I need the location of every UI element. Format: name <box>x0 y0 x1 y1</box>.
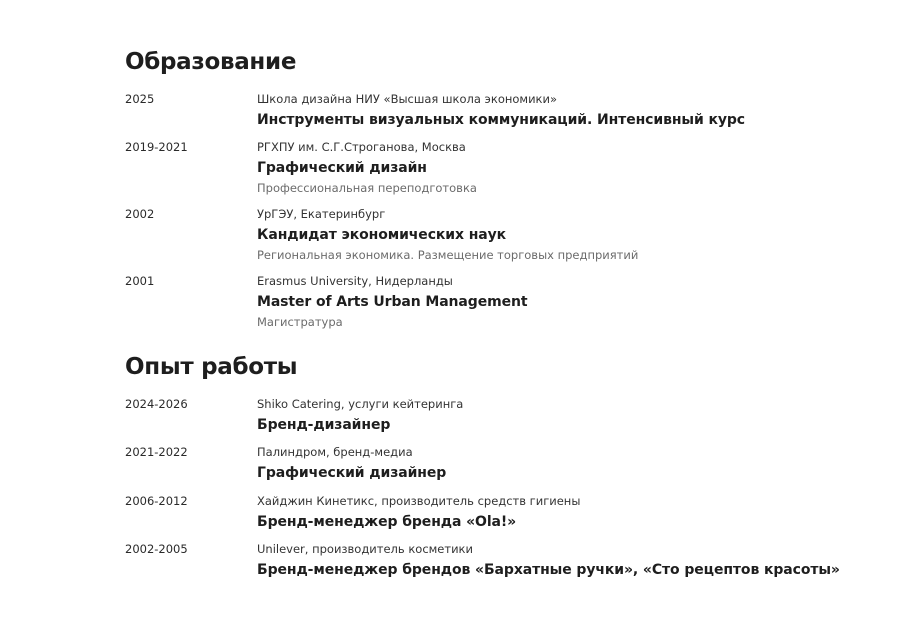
experience-position: Бренд-менеджер бренда «Ola!» <box>257 514 517 530</box>
education-title: Master of Arts Urban Management <box>257 294 528 310</box>
experience-years: 2006-2012 <box>125 494 188 508</box>
experience-company: Unilever, производитель косметики <box>257 542 473 556</box>
experience-position: Графический дизайнер <box>257 465 447 481</box>
experience-position: Бренд-дизайнер <box>257 417 391 433</box>
experience-details <box>257 541 867 580</box>
education-details <box>257 206 867 263</box>
experience-years: 2024-2026 <box>125 397 188 411</box>
education-title: Графический дизайн <box>257 160 427 176</box>
experience-details <box>257 396 867 435</box>
experience-heading: Опыт работы <box>125 354 298 380</box>
education-heading: Образование <box>125 49 297 75</box>
education-year: 2001 <box>125 274 155 288</box>
experience-details <box>257 493 867 532</box>
experience-company: Shiko Catering, услуги кейтеринга <box>257 397 464 411</box>
education-details <box>257 139 867 196</box>
experience-company: Хайджин Кинетикс, производитель средств гигиены <box>257 494 581 508</box>
education-institution: Erasmus University, Нидерланды <box>257 274 453 288</box>
experience-years: 2021-2022 <box>125 445 188 459</box>
education-note: Региональная экономика. Размещение торговых предприятий <box>257 248 639 262</box>
education-institution: УрГЭУ, Екатеринбург <box>257 207 386 221</box>
education-title: Инструменты визуальных коммуникаций. Интенсивный курс <box>257 112 745 128</box>
education-year: 2019-2021 <box>125 140 188 154</box>
education-title: Кандидат экономических наук <box>257 227 507 243</box>
experience-details <box>257 444 867 483</box>
education-details <box>257 273 867 330</box>
experience-years: 2002-2005 <box>125 542 188 556</box>
experience-company: Палиндром, бренд-медиа <box>257 445 413 459</box>
education-institution: РГХПУ им. С.Г.Строганова, Москва <box>257 140 466 154</box>
experience-position: Бренд-менеджер брендов «Бархатные ручки», «Сто рецептов красоты» <box>257 562 840 578</box>
education-note: Магистратура <box>257 315 343 329</box>
education-year: 2025 <box>125 92 155 106</box>
education-institution: Школа дизайна НИУ «Высшая школа экономики» <box>257 92 558 106</box>
education-year: 2002 <box>125 207 155 221</box>
education-note: Профессиональная переподготовка <box>257 181 477 195</box>
education-details <box>257 91 867 130</box>
